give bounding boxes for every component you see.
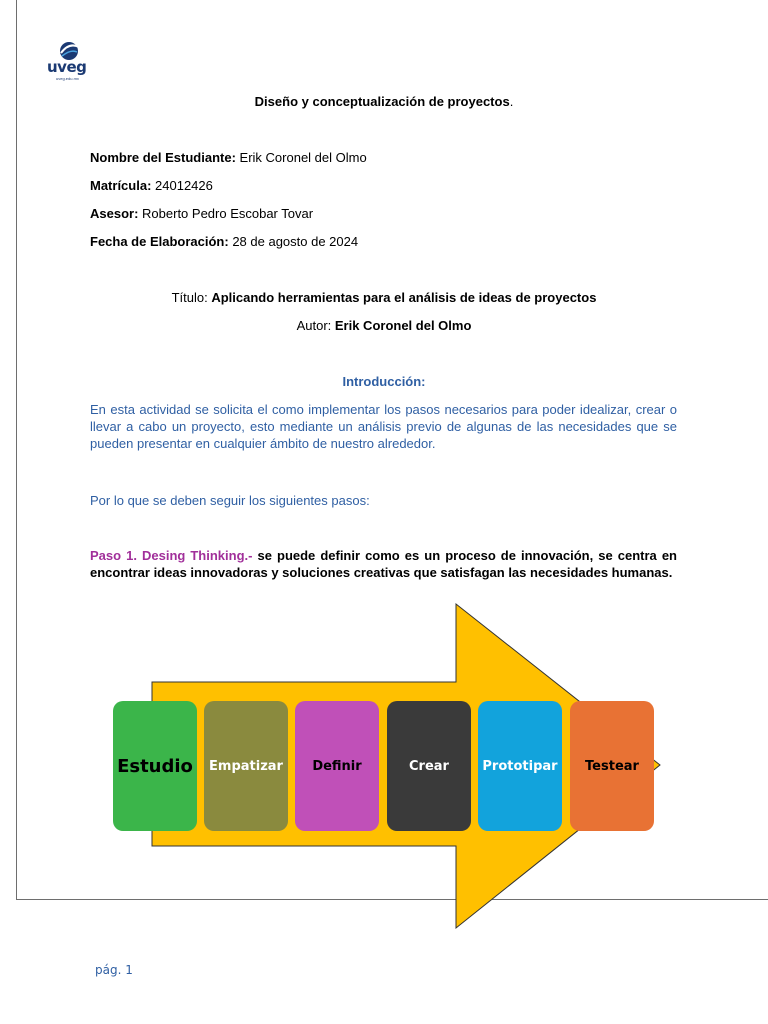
step-box-definir	[295, 701, 379, 831]
fecha-value: 28 de agosto de 2024	[228, 234, 359, 249]
asesor-line	[90, 206, 313, 222]
step-box-testear	[570, 701, 654, 831]
step-box-label: Crear	[409, 758, 449, 774]
step1-label: Paso 1. Desing Thinking.-	[90, 548, 253, 563]
intro-heading: Introducción:	[342, 374, 426, 389]
work-author-label: Autor:	[296, 318, 335, 333]
course-title-text: Diseño y conceptualización de proyectos	[254, 94, 510, 109]
step-box-label: Empatizar	[209, 758, 283, 774]
matricula-value: 24012426	[151, 178, 213, 193]
steps-intro: Por lo que se deben seguir los siguientes pasos:	[90, 493, 370, 508]
step-box-label: Prototipar	[482, 758, 558, 774]
step1-text: se puede definir como es un proceso de innovación, se centra en encontrar ideas innovadoras y soluciones creativas que satisfagan las necesidades humanas.	[90, 548, 677, 580]
step-box-crear	[387, 701, 471, 831]
logo-text: uveg	[47, 58, 87, 76]
work-title-label: Título:	[171, 290, 212, 305]
design-thinking-diagram	[105, 600, 665, 930]
page-number: pág. 1	[95, 963, 133, 977]
matricula-label: Matrícula:	[90, 178, 152, 193]
page-frame-left-border	[16, 0, 17, 900]
student-name-value: Erik Coronel del Olmo	[235, 150, 367, 165]
work-title	[0, 290, 768, 306]
matricula-line	[90, 178, 213, 194]
step-box-empatizar	[204, 701, 288, 831]
fecha-label: Fecha de Elaboración:	[90, 234, 229, 249]
asesor-label: Asesor:	[90, 206, 139, 221]
step-box-estudio	[113, 701, 197, 831]
work-title-text: Aplicando herramientas para el análisis de ideas de proyectos	[211, 290, 597, 305]
course-title	[0, 94, 768, 110]
intro-paragraph: En esta actividad se solicita el como implementar los pasos necesarios para poder idealizar, crear o llevar a cabo un proyecto, esto mediante un análisis previo de algunas de las necesidades que se pueden presentar en cualquier ámbito de nuestro alrededor.	[90, 402, 677, 451]
step1-paragraph	[90, 547, 677, 581]
work-author-name: Erik Coronel del Olmo	[334, 318, 472, 333]
logo-subtext: uveg.edu.mx	[56, 76, 79, 81]
step-box-label: Testear	[585, 758, 639, 774]
uveg-logo	[47, 40, 92, 80]
student-name-label: Nombre del Estudiante:	[90, 150, 236, 165]
asesor-value: Roberto Pedro Escobar Tovar	[138, 206, 314, 221]
work-author	[0, 318, 768, 334]
step-box-label: Definir	[312, 758, 362, 774]
step-box-prototipar	[478, 701, 562, 831]
step-box-label: Estudio	[117, 755, 193, 777]
fecha-line	[90, 234, 358, 250]
student-name-line	[90, 150, 367, 166]
course-title-suffix: .	[509, 94, 514, 109]
